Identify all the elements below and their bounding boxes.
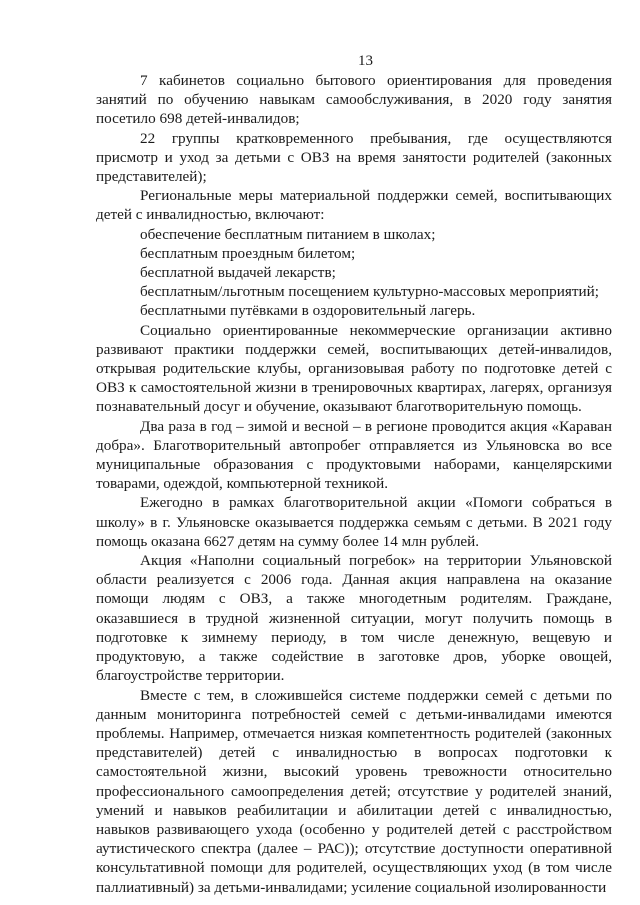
paragraph: Два раза в год – зимой и весной – в регионе проводится акция «Караван добра». Благотворительный автопробег отправляется из Ульяновска во все муниципальные образования с продуктовыми наборами, канцелярскими товарами, одеждой, компьютерной техникой. [96,417,612,493]
paragraph: 7 кабинетов социально бытового ориентирования для проведения занятий по обучению навыкам самообслуживания, в 2020 году занятия посетило 698 детей-инвалидов; [96,72,612,128]
paragraph: Вместе с тем, в сложившейся системе поддержки семей с детьми по данным мониторинга потребностей семей с детьми-инвалидами имеются проблемы. Например, отмечается низкая компетентность родителей (законных представителей) детей с инвалидностью в вопросах подготовки к самостоятельной жизни, высокий уровень тревожности относительно профессионального самоопределения детей; отсутствие у родителей знаний, умений и навыков реабилитации и абилитации детей с инвалидностью, навыков развивающего ухода (особенно у родителей детей с расстройством аутистического спектра (далее – РАС)); отсутствие доступности оперативной консультативной помощи для родителей, осуществляющих уход (в том числе паллиативный) за детьми-инвалидами; усиление социальной изолированности [96,686,612,896]
list-item: бесплатной выдачей лекарств; [140,264,336,282]
document-page [96,0,612,905]
document-body [96,71,612,897]
paragraph: 22 группы кратковременного пребывания, где осуществляются присмотр и уход за детьми с ОВЗ на время занятости родителей (законных представителей); [96,129,612,186]
list-item: бесплатными путёвками в оздоровительный лагерь. [140,302,476,320]
paragraph: Региональные меры материальной поддержки семей, воспитывающих детей с инвалидностью, включают: [96,187,612,224]
paragraph: Социально ориентированные некоммерческие организации активно развивают практики поддержки семей, воспитывающих детей-инвалидов, открывая родительские клубы, организовывая работу по подготовке детей с ОВЗ к самостоятельной жизни в тренировочных квартирах, лагерях, организуя познавательный досуг и обучение, оказывают благотворительную помощь. [96,321,612,416]
list-item: бесплатным проездным билетом; [140,244,356,262]
list-item: бесплатным/льготным посещением культурно-массовых мероприятий; [140,283,599,301]
paragraph: Акция «Наполни социальный погребок» на территории Ульяновской области реализуется с 2006 года. Данная акция направлена на оказание помощи людям с ОВЗ, а также многодетным родителям. Граждане, оказавшиеся в трудной жизненной ситуации, могут получить помощь в подготовке к зимнему периоду, в том числе денежную, вещевую и продуктовую, а также содействие в заготовке дров, уборке овощей, благоустройстве территории. [96,552,612,685]
list-item: обеспечение бесплатным питанием в школах; [140,225,436,243]
paragraph: Ежегодно в рамках благотворительной акции «Помоги собраться в школу» в г. Ульяновске оказывается поддержка семьям с детьми. В 2021 году помощь оказана 6627 детям на сумму более 14 млн рублей. [96,494,612,550]
page-number: 13 [358,53,373,69]
